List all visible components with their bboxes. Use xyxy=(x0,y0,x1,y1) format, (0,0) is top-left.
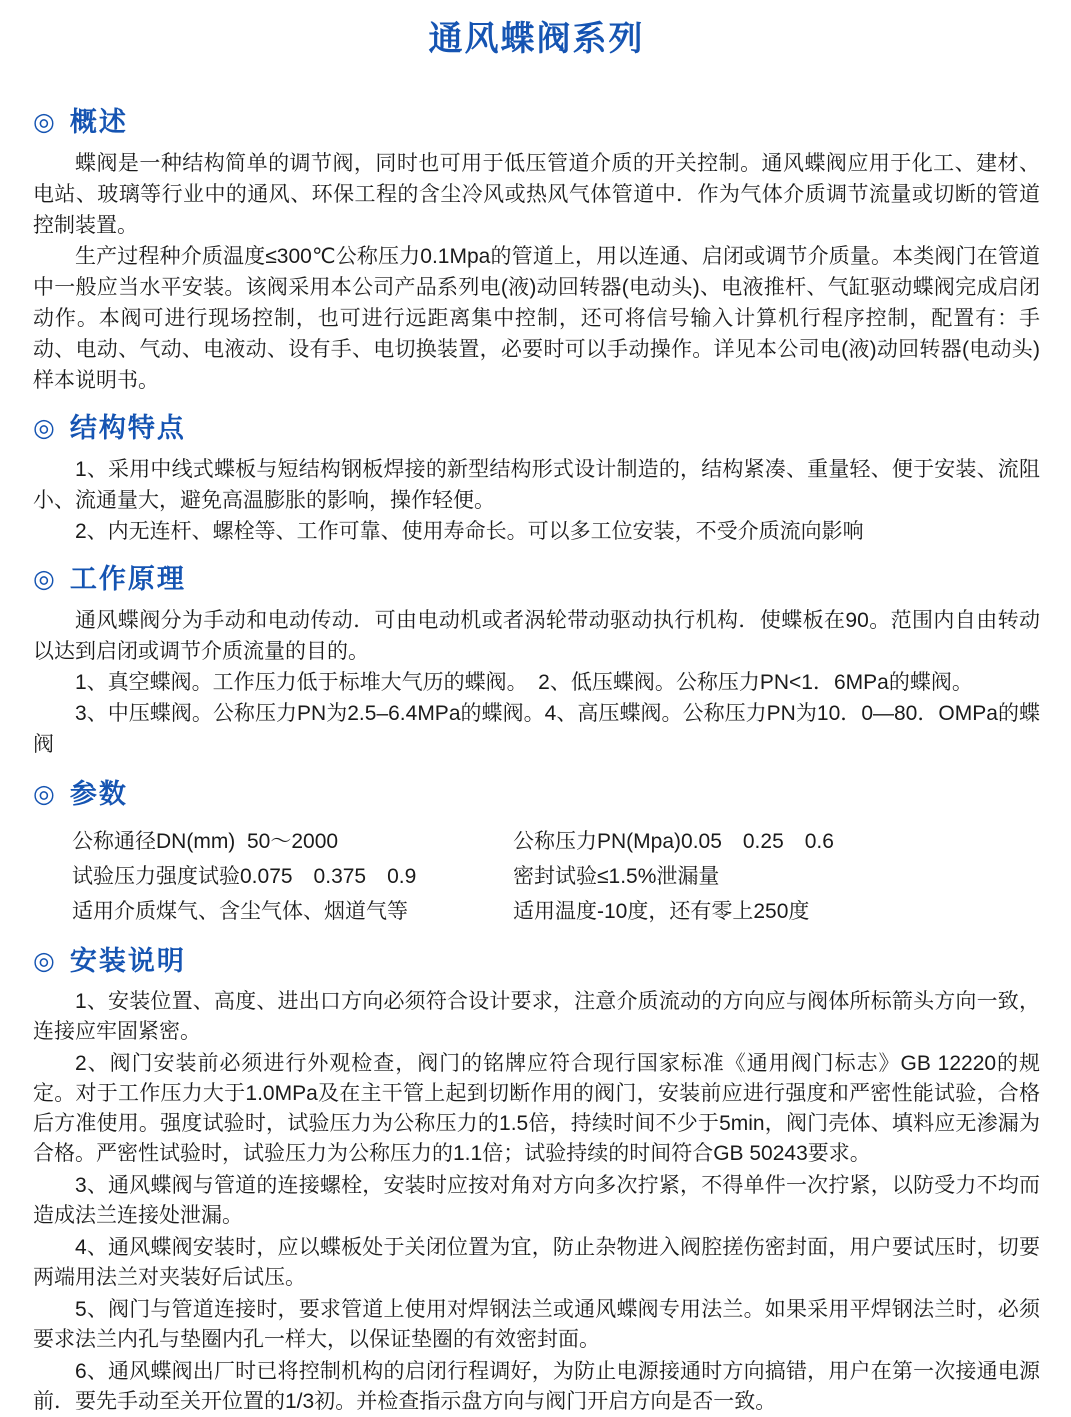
principle-heading-text: 工作原理 xyxy=(69,564,186,594)
principle-item-2: 3、中压蝶阀。公称压力PN为2.5–6.4MPa的蝶阀。4、高压蝶阀。公称压力PN为10．0—80．OMPa的蝶阀 xyxy=(33,702,1040,756)
overview-heading xyxy=(33,104,1040,140)
installation-item-1: 1、安装位置、高度、进出口方向必须符合设计要求，注意介质流动的方向应与阀体所标箭头方向一致，连接应牢固紧密。 xyxy=(33,990,1040,1043)
principle-heading xyxy=(33,561,1040,597)
section-bullet-icon: ◎ xyxy=(33,414,55,442)
parameters-heading xyxy=(33,776,1040,812)
overview-paragraph-2: 生产过程种介质温度≤300℃公称压力0.1Mpa的管道上，用以连通、启闭或调节介质量。本类阀门在管道中一般应当水平安装。该阀采用本公司产品系列电(液)动回转器(电动头)、电液推杆、气缸驱动蝶阀完成启闭动作。本阀可进行现场控制，也可进行远距离集中控制，还可将信号输入计算机行程序控制，配置有：手动、电动、气动、电液动、设有手、电切换装置，必要时可以手动操作。详见本公司电(液)动回转器(电动头)样本说明书。 xyxy=(33,245,1040,392)
installation-heading-text: 安装说明 xyxy=(69,946,186,976)
section-overview xyxy=(33,104,1040,396)
installation-item-6: 6、通风蝶阀出厂时已将控制机构的启闭行程调好，为防止电源接通时方向搞错，用户在第一次接通电源前．要先手动至关开位置的1/3初。并检查指示盘方向与阀门开启方向是否一致。 xyxy=(33,1360,1040,1413)
param-nominal-pressure: 公称压力PN(Mpa)0.05 0.25 0.6 xyxy=(513,830,834,853)
parameters-left-column xyxy=(72,824,513,929)
section-bullet-icon: ◎ xyxy=(33,108,55,136)
section-working-principle xyxy=(33,561,1040,760)
overview-paragraph-1: 蝶阀是一种结构简单的调节阀，同时也可用于低压管道介质的开关控制。通风蝶阀应用于化工、建材、电站、玻璃等行业中的通风、环保工程的含尘冷风或热风气体管道中．作为气体介质调节流量或切断的管道控制装置。 xyxy=(33,152,1040,237)
section-bullet-icon: ◎ xyxy=(33,780,55,808)
features-item-1: 1、采用中线式蝶板与短结构钢板焊接的新型结构形式设计制造的，结构紧凑、重量轻、便于安装、流阻小、流通量大，避免高温膨胀的影响，操作轻便。 xyxy=(33,458,1040,512)
section-features xyxy=(33,410,1040,547)
principle-item-1: 1、真空蝶阀。工作压力低于标堆大气历的蝶阀。 2、低压蝶阀。公称压力PN<1．6MPa的蝶阀。 xyxy=(75,671,973,694)
installation-heading xyxy=(33,943,1040,979)
param-nominal-diameter: 公称通径DN(mm) 50～2000 xyxy=(72,830,339,853)
principle-paragraph: 通风蝶阀分为手动和电动传动．可由电动机或者涡轮带动驱动执行机构．使蝶板在90。范围内自由转动以达到启闭或调节介质流量的目的。 xyxy=(33,609,1040,663)
param-applicable-medium: 适用介质煤气、含尘气体、烟道气等 xyxy=(72,900,408,923)
section-bullet-icon: ◎ xyxy=(33,947,55,975)
installation-item-5: 5、阀门与管道连接时，要求管道上使用对焊钢法兰或通风蝶阀专用法兰。如果采用平焊钢法兰时，必须要求法兰内孔与垫圈内孔一样大，以保证垫圈的有效密封面。 xyxy=(33,1298,1040,1351)
parameters-columns xyxy=(33,824,1040,929)
installation-item-3: 3、通风蝶阀与管道的连接螺栓，安装时应按对角对方向多次拧紧，不得单件一次拧紧，以防受力不均而造成法兰连接处泄漏。 xyxy=(33,1174,1040,1227)
parameters-right-column xyxy=(513,824,1040,929)
param-test-pressure: 试验压力强度试验0.075 0.375 0.9 xyxy=(72,865,417,888)
features-heading xyxy=(33,410,1040,446)
installation-item-2: 2、阀门安装前必须进行外观检查，阀门的铭牌应符合现行国家标准《通用阀门标志》GB 12220的规定。对于工作压力大于1.0MPa及在主干管上起到切断作用的阀门，安装前应进行强度和严密性能试验，合格后方准使用。强度试验时，试验压力为公称压力的1.5倍，持续时间不少于5min，阀门壳体、填料应无渗漏为合格。严密性试验时，试验压力为公称压力的1.1倍；试验持续的时间符合GB 50243要求。 xyxy=(33,1052,1040,1165)
installation-item-4: 4、通风蝶阀安装时，应以蝶板处于关闭位置为宜，防止杂物进入阀腔搓伤密封面，用户要试压时，切要两端用法兰对夹装好后试压。 xyxy=(33,1236,1040,1289)
overview-heading-text: 概述 xyxy=(69,107,128,137)
parameters-heading-text: 参数 xyxy=(69,779,128,809)
param-applicable-temperature: 适用温度-10度，还有零上250度 xyxy=(513,900,810,923)
section-installation xyxy=(33,943,1040,1417)
features-heading-text: 结构特点 xyxy=(69,413,186,443)
param-seal-test: 密封试验≤1.5%泄漏量 xyxy=(513,865,720,888)
section-bullet-icon: ◎ xyxy=(33,565,55,593)
page-title: 通风蝶阀系列 xyxy=(428,20,645,58)
features-item-2: 2、内无连杆、螺栓等、工作可靠、使用寿命长。可以多工位安装，不受介质流向影响 xyxy=(75,520,864,543)
section-parameters xyxy=(33,776,1040,929)
